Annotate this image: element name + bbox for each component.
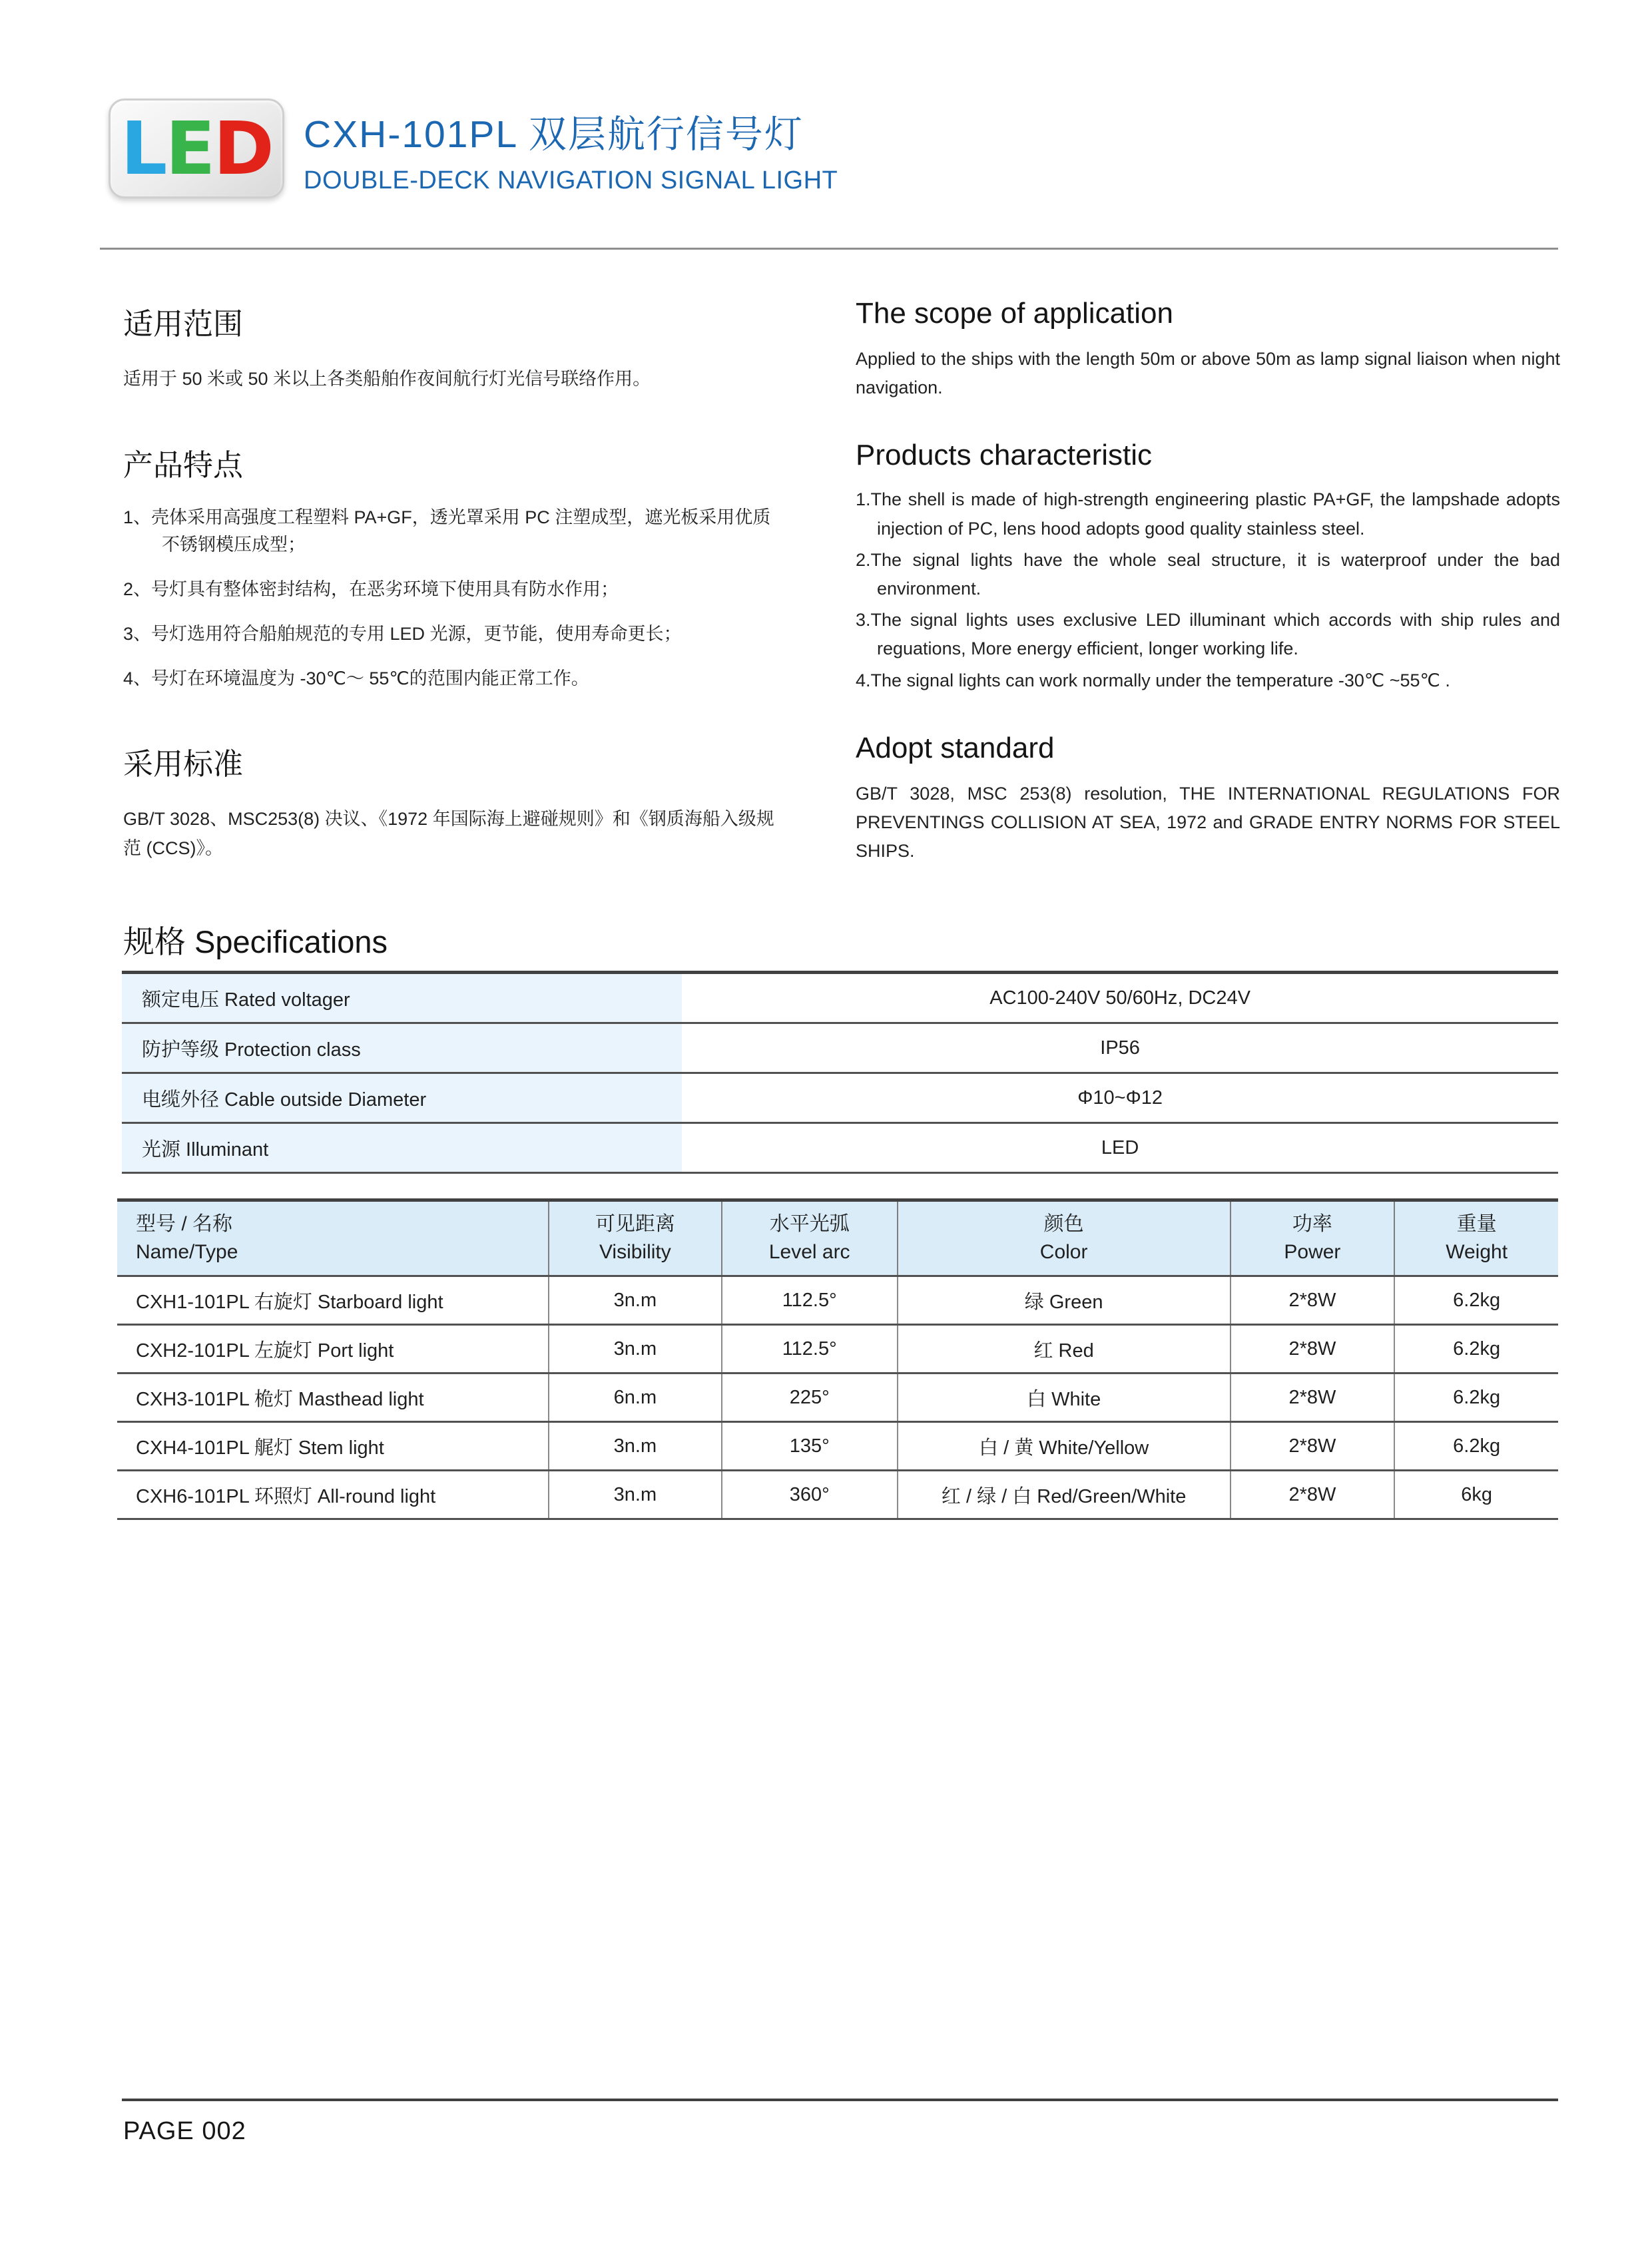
cell-weight: 6.2kg [1394,1423,1558,1469]
header-cell-power [1230,1202,1394,1275]
table-row [117,1423,1558,1471]
model-table-header [117,1202,1558,1277]
param-value: IP56 [1100,1037,1140,1059]
header-cn: 可见距离 [595,1213,675,1235]
header-cell-visibility [548,1202,721,1275]
scope-heading-cn: 适用范围 [123,307,244,341]
cell-visibility: 3n.m [548,1423,721,1469]
cell-level-arc: 360° [721,1471,897,1518]
logo-letter-e: E [165,106,214,191]
header-en: Power [1284,1241,1341,1263]
characteristic-item: 1.The shell is made of high-strength engineering plastic PA+GF, the lampshade adopts injection of PC, lens hood adopts good quality stainless steel. [856,489,1560,539]
table-row [122,1074,1558,1124]
characteristic-list-en [856,485,1560,694]
feature-item: 1、壳体采用高强度工程塑料 PA+GF，透光罩采用 PC 注塑成型，遮光板采用优质不锈钢模压成型； [123,507,771,555]
cell-level-arc: 225° [721,1374,897,1421]
cell-power: 2*8W [1230,1326,1394,1372]
table-row [122,1124,1558,1174]
header-cell-name [117,1202,548,1275]
header-en: Name/Type [136,1241,238,1263]
param-value: LED [1101,1136,1139,1158]
param-label: 防护等级 Protection class [122,1024,682,1072]
cell-color: 红 Red [897,1326,1230,1372]
param-label: 电缆外径 Cable outside Diameter [122,1074,682,1122]
product-title-cn: CXH-101PL 双层航行信号灯 [304,113,804,156]
standard-heading-cn: 采用标准 [123,746,244,781]
feature-item: 4、号灯在环境温度为 -30℃～ 55℃的范围内能正常工作。 [123,668,589,688]
characteristic-item: 3.The signal lights uses exclusive LED illuminant which accords with ship rules and reguations, More energy efficient, longer working life. [856,610,1560,659]
cell-name: CXH3-101PL 桅灯 Masthead light [136,1388,424,1410]
cell-name: CXH4-101PL 艉灯 Stem light [136,1437,384,1459]
characteristic-heading-en: Products characteristic [856,439,1153,472]
param-label: 光源 Illuminant [122,1124,682,1172]
cell-visibility: 3n.m [548,1471,721,1518]
parameter-table [122,971,1558,1174]
table-row [117,1374,1558,1423]
footer-divider [122,2099,1558,2101]
cell-name: CXH6-101PL 环照灯 All-round light [136,1485,436,1507]
scope-heading-en: The scope of application [856,297,1173,330]
cell-name: CXH1-101PL 右旋灯 Starboard light [136,1291,443,1313]
param-label: 额定电压 Rated voltager [122,974,682,1022]
cell-weight: 6.2kg [1394,1277,1558,1324]
features-heading-cn: 产品特点 [123,447,244,482]
cell-level-arc: 135° [721,1423,897,1469]
product-title-en: DOUBLE-DECK NAVIGATION SIGNAL LIGHT [304,166,838,194]
cell-name: CXH2-101PL 左旋灯 Port light [136,1340,394,1362]
characteristic-item: 4.The signal lights can work normally under the temperature -30℃ ~55℃ . [856,670,1450,690]
feature-item: 2、号灯具有整体密封结构，在恶劣环境下使用具有防水作用； [123,579,619,600]
cell-power: 2*8W [1230,1423,1394,1469]
cell-color: 白 / 黄 White/Yellow [897,1423,1230,1469]
header-en: Level arc [768,1241,850,1263]
cell-visibility: 3n.m [548,1277,721,1324]
header-en: Weight [1446,1241,1508,1263]
cell-color: 白 White [897,1374,1230,1421]
logo-letter-d: D [213,106,272,191]
led-logo-text [121,106,272,191]
table-row [117,1326,1558,1374]
model-spec-table [117,1198,1558,1520]
cell-color: 红 / 绿 / 白 Red/Green/White [897,1471,1230,1518]
cell-weight: 6.2kg [1394,1374,1558,1421]
cell-power: 2*8W [1230,1471,1394,1518]
standard-body-cn: GB/T 3028、MSC253(8) 决议、《1972 年国际海上避碰规则》和《钢质海船入级规范 (CCS)》。 [123,808,774,859]
header-cell-color [897,1202,1230,1275]
cell-level-arc: 112.5° [721,1326,897,1372]
table-row [122,1024,1558,1074]
header-cn: 颜色 [1043,1213,1084,1235]
cell-weight: 6.2kg [1394,1326,1558,1372]
table-row [117,1471,1558,1520]
cell-color: 绿 Green [897,1277,1230,1324]
features-list-cn [123,504,779,693]
cell-level-arc: 112.5° [721,1277,897,1324]
adopt-standard-heading-en: Adopt standard [856,731,1055,764]
cell-weight: 6kg [1394,1471,1558,1518]
left-column [123,286,779,864]
header-cn: 重量 [1456,1213,1497,1235]
cell-visibility: 6n.m [548,1374,721,1421]
table-row [117,1277,1558,1326]
header-en: Color [1039,1241,1088,1263]
header-title-block [304,104,838,195]
header-cell-weight [1394,1202,1558,1275]
table-row [122,974,1558,1024]
cell-power: 2*8W [1230,1277,1394,1324]
characteristic-item: 2.The signal lights have the whole seal structure, it is waterproof under the bad environment. [856,549,1560,599]
logo-letter-l: L [121,106,166,191]
led-logo [109,99,284,198]
cell-visibility: 3n.m [548,1326,721,1372]
header-cn: 型号 / 名称 [136,1213,233,1235]
scope-body-cn: 适用于 50 米或 50 米以上各类船舶作夜间航行灯光信号联络作用。 [123,369,651,389]
header-cn: 功率 [1292,1213,1332,1235]
right-column [856,286,1560,866]
adopt-standard-body-en: GB/T 3028, MSC 253(8) resolution, THE INTERNATIONAL REGULATIONS FOR PREVENTINGS COLLISION AT SEA, 1972 and GRADE ENTRY NORMS FOR STEEL SHIPS. [856,783,1560,862]
cell-power: 2*8W [1230,1374,1394,1421]
header-en: Visibility [599,1241,671,1263]
scope-body-en: Applied to the ships with the length 50m or above 50m as lamp signal liaison when night navigation. [856,349,1560,398]
page-number: PAGE 002 [123,2117,246,2145]
header-divider [100,248,1558,250]
header-cn: 水平光弧 [769,1213,850,1235]
specifications-heading: 规格 Specifications [123,924,388,959]
param-value: AC100-240V 50/60Hz, DC24V [989,987,1250,1009]
header-cell-level-arc [721,1202,897,1275]
feature-item: 3、号灯选用符合船舶规范的专用 LED 光源，更节能，使用寿命更长； [123,624,682,644]
param-value: Φ10~Φ12 [1077,1087,1163,1109]
